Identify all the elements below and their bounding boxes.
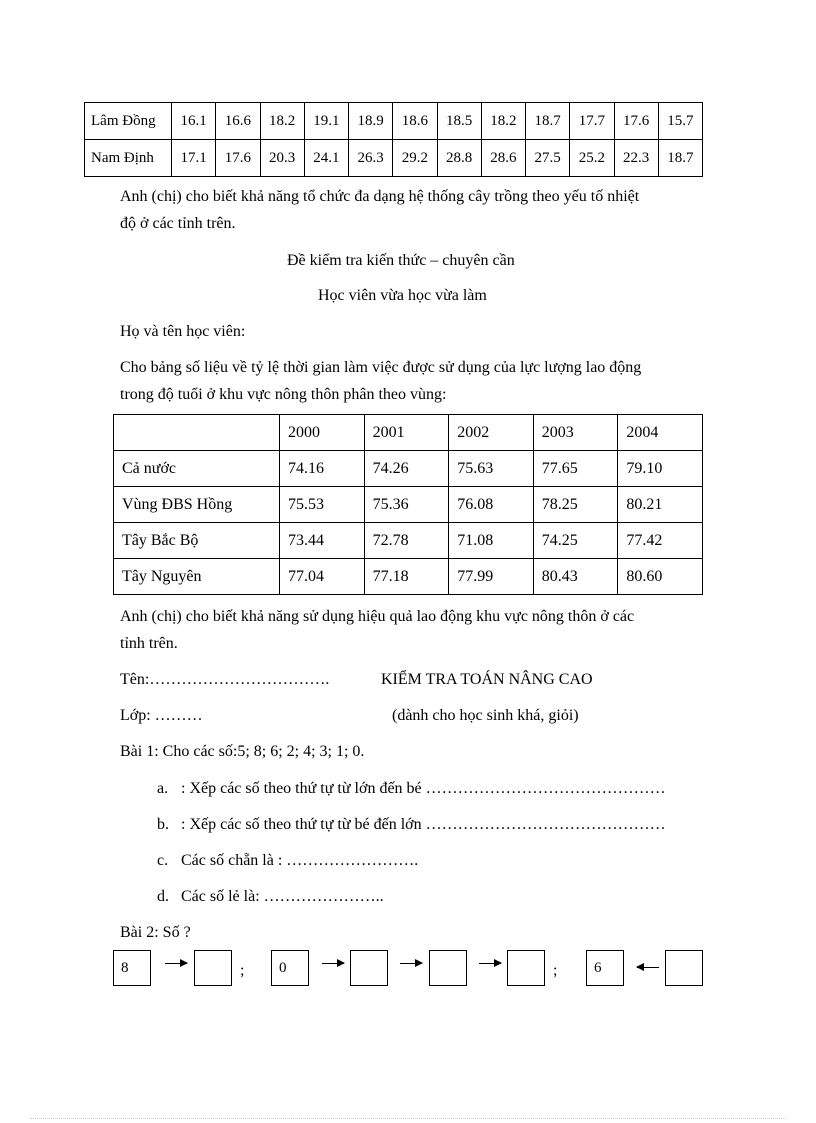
- row-name: Nam Định: [85, 140, 172, 177]
- table-cell: 18.5: [437, 103, 481, 140]
- table-cell: 22.3: [614, 140, 658, 177]
- table-cell: 78.25: [533, 487, 618, 523]
- table-cell: 76.08: [449, 487, 534, 523]
- temperature-table: [84, 102, 703, 177]
- list-item-marker: d.: [157, 888, 169, 905]
- table-header-row: [114, 415, 703, 451]
- table-row: [114, 451, 703, 487]
- table-cell: 18.6: [393, 103, 437, 140]
- table-cell: 79.10: [618, 451, 703, 487]
- table-cell: 73.44: [280, 523, 365, 559]
- labor-table: [113, 414, 703, 595]
- answer-box[interactable]: [507, 950, 545, 986]
- table-cell: 74.26: [364, 451, 449, 487]
- table-cell: 71.08: [449, 523, 534, 559]
- table-header-cell: 2000: [280, 415, 365, 451]
- table-cell: 19.1: [304, 103, 348, 140]
- test-title: KIỂM TRA TOÁN NÂNG CAO: [381, 671, 593, 688]
- table-cell: 27.5: [526, 140, 570, 177]
- arrow-right-icon: [322, 963, 344, 964]
- number-box: [271, 950, 309, 986]
- row-name: Tây Nguyên: [114, 559, 280, 595]
- intro-line-1: Cho bảng số liệu về tỷ lệ thời gian làm việc được sử dụng của lực lượng lao động: [120, 359, 642, 376]
- answer-box[interactable]: [429, 950, 467, 986]
- table-cell: 29.2: [393, 140, 437, 177]
- table-header-cell: [114, 415, 280, 451]
- table-header-cell: 2003: [533, 415, 618, 451]
- arrow-right-icon: [165, 963, 187, 964]
- table-cell: 77.04: [280, 559, 365, 595]
- table-cell: 20.3: [260, 140, 304, 177]
- student-name-label: Họ và tên học viên:: [120, 323, 246, 340]
- table-cell: 15.7: [658, 103, 702, 140]
- table-cell: 17.7: [570, 103, 614, 140]
- class-field-label: Lớp: ………: [120, 707, 203, 724]
- row-name: Lâm Đồng: [85, 103, 172, 140]
- number-box: [586, 950, 624, 986]
- row-name: Cả nước: [114, 451, 280, 487]
- table-cell: 18.7: [526, 103, 570, 140]
- table-row: [85, 103, 703, 140]
- table-row: [114, 559, 703, 595]
- table-cell: 75.63: [449, 451, 534, 487]
- table-cell: 18.2: [260, 103, 304, 140]
- table-cell: 75.36: [364, 487, 449, 523]
- table-cell: 74.25: [533, 523, 618, 559]
- answer-box[interactable]: [194, 950, 232, 986]
- table-cell: 18.2: [481, 103, 525, 140]
- table-cell: 80.43: [533, 559, 618, 595]
- table-cell: 74.16: [280, 451, 365, 487]
- table-cell: 77.42: [618, 523, 703, 559]
- page-subtitle: Học viên vừa học vừa làm: [318, 287, 487, 304]
- arrow-left-icon: [637, 967, 659, 968]
- question-1-line-1: Anh (chị) cho biết khả năng tổ chức đa dạng hệ thống cây trồng theo yếu tố nhiệt: [120, 188, 640, 205]
- table-cell: 28.8: [437, 140, 481, 177]
- table-cell: 77.18: [364, 559, 449, 595]
- table-header-cell: 2001: [364, 415, 449, 451]
- table-row: [114, 487, 703, 523]
- list-item: : Xếp các số theo thứ tự từ lớn đến bé ………………………………………: [181, 780, 666, 797]
- table-cell: 77.65: [533, 451, 618, 487]
- row-name: Tây Bắc Bộ: [114, 523, 280, 559]
- page-bottom-divider: [30, 1118, 786, 1119]
- list-item-marker: b.: [157, 816, 169, 833]
- test-audience: (dành cho học sinh khá, giỏi): [392, 707, 579, 724]
- exercise-1-prompt: Bài 1: Cho các số:5; 8; 6; 2; 4; 3; 1; 0.: [120, 743, 365, 760]
- table-cell: 72.78: [364, 523, 449, 559]
- table-cell: 16.6: [216, 103, 260, 140]
- row-name: Vùng ĐBS Hồng: [114, 487, 280, 523]
- exercise-2-prompt: Bài 2: Số ?: [120, 924, 191, 941]
- box-value: 6: [594, 960, 602, 976]
- list-item: : Xếp các số theo thứ tự từ bé đến lớn ………………………………………: [181, 816, 666, 833]
- table-row: [85, 140, 703, 177]
- arrow-right-icon: [479, 963, 501, 964]
- table-header-cell: 2004: [618, 415, 703, 451]
- question-1-line-2: độ ở các tỉnh trên.: [120, 215, 236, 232]
- table-cell: 17.6: [614, 103, 658, 140]
- separator: ;: [240, 962, 245, 979]
- answer-box[interactable]: [665, 950, 703, 986]
- list-item-marker: a.: [157, 780, 169, 797]
- table-cell: 18.9: [349, 103, 393, 140]
- table-header-cell: 2002: [449, 415, 534, 451]
- separator: ;: [553, 962, 558, 979]
- table-cell: 25.2: [570, 140, 614, 177]
- table-cell: 17.6: [216, 140, 260, 177]
- table-cell: 26.3: [349, 140, 393, 177]
- question-2-line-2: tỉnh trên.: [120, 635, 178, 652]
- page-title: Đề kiểm tra kiến thức – chuyên cần: [287, 252, 515, 269]
- answer-box[interactable]: [350, 950, 388, 986]
- table-cell: 16.1: [172, 103, 216, 140]
- table-row: [114, 523, 703, 559]
- table-cell: 17.1: [172, 140, 216, 177]
- table-cell: 75.53: [280, 487, 365, 523]
- arrow-right-icon: [400, 963, 422, 964]
- table-cell: 80.21: [618, 487, 703, 523]
- list-item: Các số chẵn là : …………………….: [181, 852, 419, 869]
- box-value: 0: [279, 960, 287, 976]
- list-item: Các số lẻ là: …………………..: [181, 888, 384, 905]
- table-cell: 77.99: [449, 559, 534, 595]
- number-box: [113, 950, 151, 986]
- table-cell: 28.6: [481, 140, 525, 177]
- table-cell: 80.60: [618, 559, 703, 595]
- table-cell: 24.1: [304, 140, 348, 177]
- name-field-label: Tên:…………………………….: [120, 671, 330, 688]
- table-cell: 18.7: [658, 140, 702, 177]
- intro-line-2: trong độ tuổi ở khu vực nông thôn phân theo vùng:: [120, 386, 447, 403]
- question-2-line-1: Anh (chị) cho biết khả năng sử dụng hiệu quả lao động khu vực nông thôn ở các: [120, 608, 635, 625]
- list-item-marker: c.: [157, 852, 169, 869]
- box-value: 8: [121, 960, 129, 976]
